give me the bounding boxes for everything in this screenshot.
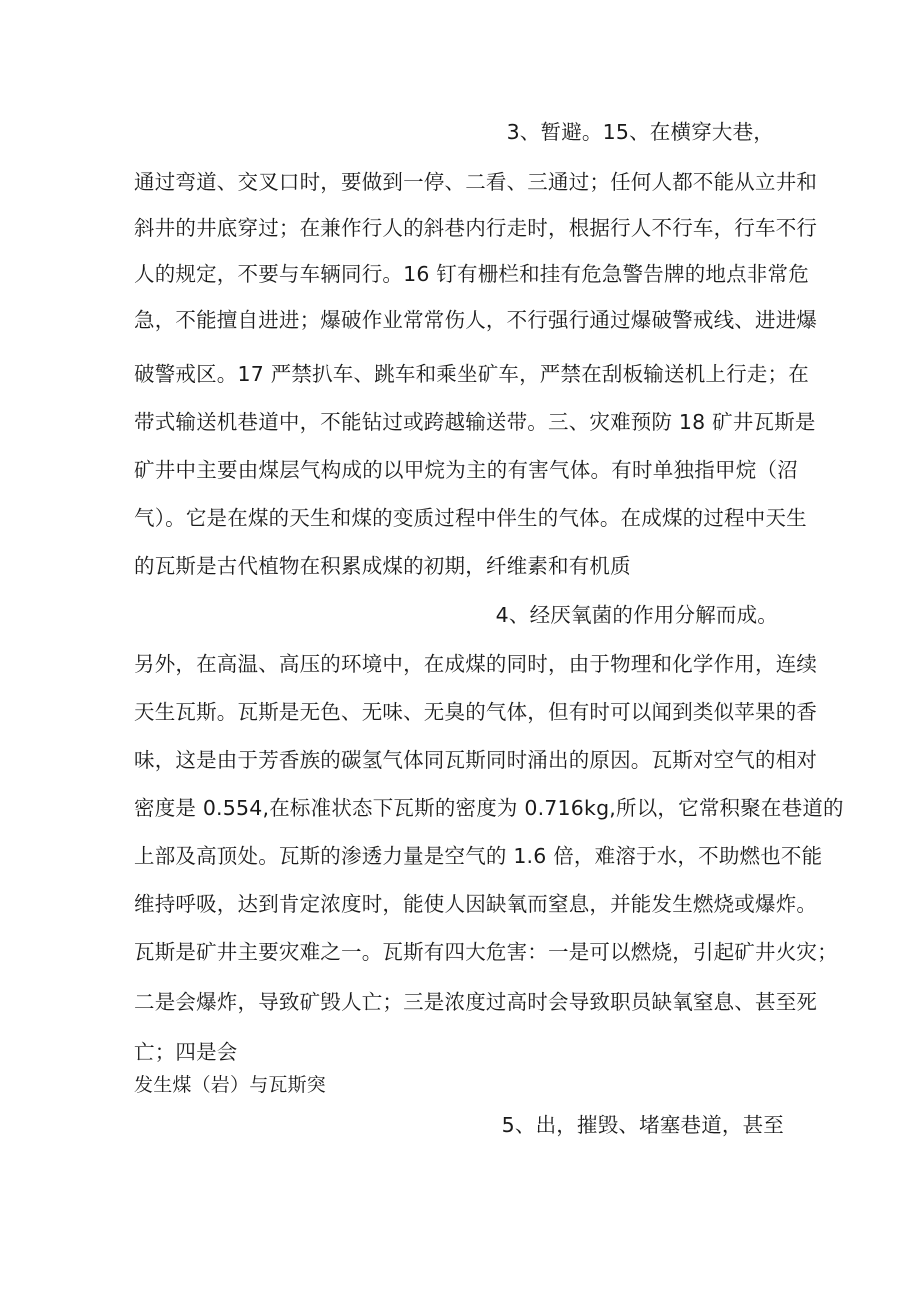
text-line-2: 通过弯道、交叉口时，要做到一停、二看、三通过；任何人都不能从立井和 [134, 170, 818, 194]
text-line-4: 人的规定，不要与车辆同行。16 钉有栅栏和挂有危急警告牌的地点非常危 [134, 262, 809, 286]
text-line-16: 上部及高顶处。瓦斯的渗透力量是空气的 1.6 倍，难溶于水，不助燃也不能 [134, 844, 823, 868]
text-line-3: 斜井的井底穿过；在兼作行人的斜巷内行走时，根据行人不行车，行车不行 [134, 216, 818, 240]
text-line-6: 破警戒区。17 严禁扒车、跳车和乘坐矿车，严禁在刮板输送机上行走；在 [134, 362, 809, 386]
text-line-19: 二是会爆炸，导致矿毁人亡；三是浓度过高时会导致职员缺氧窒息、甚至死 [134, 990, 818, 1014]
text-line-11: 4、经厌氧菌的作用分解而成。 [495, 603, 778, 627]
text-line-10: 的瓦斯是古代植物在积累成煤的初期，纤维素和有机质 [134, 554, 631, 578]
text-line-13: 天生瓦斯。瓦斯是无色、无味、无臭的气体，但有时可以闻到类似苹果的香 [134, 700, 818, 724]
text-line-20: 亡；四是会 [134, 1040, 238, 1064]
text-line-9: 气）。它是在煤的天生和煤的变质过程中伴生的气体。在成煤的过程中天生 [134, 506, 807, 530]
text-line-8: 矿井中主要由煤层气构成的以甲烷为主的有害气体。有时单独指甲烷（沼 [134, 458, 798, 482]
text-line-17: 维持呼吸，达到肯定浓度时，能使人因缺氧而窒息，并能发生燃烧或爆炸。 [134, 892, 818, 916]
text-line-12: 另外，在高温、高压的环境中，在成煤的同时，由于物理和化学作用，连续 [134, 652, 818, 676]
text-line-22: 5、出，摧毁、堵塞巷道，甚至 [501, 1113, 784, 1137]
text-line-1: 3、暂避。15、在横穿大巷， [506, 120, 774, 144]
text-line-15: 密度是 0.554,在标准状态下瓦斯的密度为 0.716kg,所以，它常积聚在巷道的 [134, 796, 844, 820]
text-line-18: 瓦斯是矿井主要灾难之一。瓦斯有四大危害：一是可以燃烧，引起矿井火灾； [134, 940, 838, 964]
text-line-5: 急，不能擅自进进；爆破作业常常伤人，不行强行通过爆破警戒线、进进爆 [134, 308, 818, 332]
text-line-14: 味，这是由于芳香族的碳氢气体同瓦斯同时涌出的原因。瓦斯对空气的相对 [134, 748, 818, 772]
text-line-7: 带式输送机巷道中，不能钻过或跨越输送带。三、灾难预防 18 矿井瓦斯是 [134, 410, 816, 434]
text-line-21: 发生煤（岩）与瓦斯突 [134, 1074, 327, 1096]
